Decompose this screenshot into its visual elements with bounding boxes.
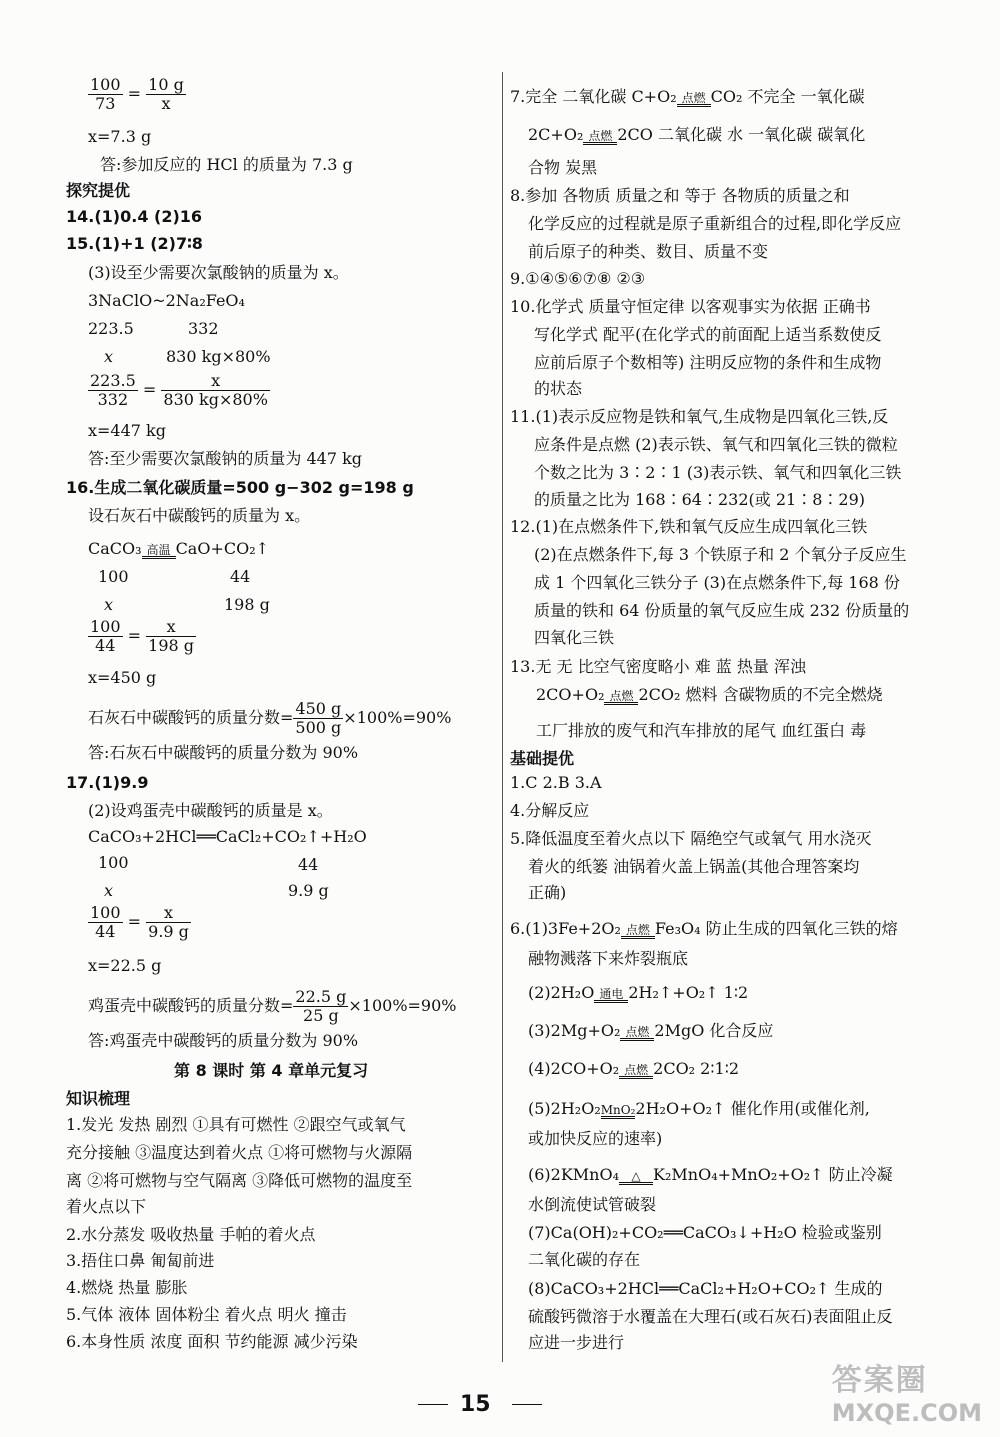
value-line: x bbox=[104, 595, 114, 614]
answer-11: 的质量之比为 168∶64∶232(或 21∶8∶29) bbox=[534, 490, 865, 509]
question-16: 16.生成二氧化碳质量=500 g−302 g=198 g bbox=[66, 478, 414, 497]
basic-1-3: 1.C 2.B 3.A bbox=[510, 773, 602, 792]
lesson-title: 第 8 课时 第 4 章单元复习 bbox=[174, 1061, 369, 1080]
basic-5: 着火的纸篓 油锅着火盖上锅盖(其他合理答案均 bbox=[528, 857, 860, 876]
formula-line: CaCO₃ 高温 CaO+CO₂↑ bbox=[88, 539, 270, 558]
knowledge-6: 6.本身性质 浓度 面积 节约能源 减少污染 bbox=[66, 1332, 358, 1351]
result-line: x=450 g bbox=[88, 668, 157, 687]
basic-6: 硫酸钙微溶于水覆盖在大理石(或石灰石)表面阻止反 bbox=[528, 1307, 893, 1326]
answer-12: 质量的铁和 64 份质量的氧气反应生成 232 份质量的 bbox=[534, 601, 910, 620]
fraction-equation: $\frac{100}{44}$ = $\frac{x}{198 g}$ bbox=[90, 617, 195, 655]
basic-5: 正确) bbox=[528, 883, 567, 902]
basic-4: 4.分解反应 bbox=[510, 801, 590, 820]
percentage-line: 石灰石中碳酸钙的质量分数= $\frac{450 g}{500 g}$ ×100%=90% bbox=[88, 699, 452, 737]
page-number-dash bbox=[418, 1404, 448, 1405]
basic-6: (2)2H₂O 通电 2H₂↑+O₂↑ 1∶2 bbox=[528, 983, 749, 1002]
section-heading: 知识梳理 bbox=[66, 1089, 131, 1108]
answer-line: 答:鸡蛋壳中碳酸钙的质量分数为 90% bbox=[88, 1031, 359, 1050]
answer-7: 合物 炭黑 bbox=[528, 158, 598, 177]
section-heading: 基础提优 bbox=[510, 749, 575, 768]
answer-9: 9.①④⑤⑥⑦⑧ ②③ bbox=[510, 269, 646, 288]
basic-6: (7)Ca(OH)₂+CO₂══CaCO₃↓+H₂O 检验或鉴别 bbox=[528, 1223, 882, 1242]
knowledge-5: 5.气体 液体 固体粉尘 着火点 明火 撞击 bbox=[66, 1305, 347, 1324]
answer-12: (2)在点燃条件下,每 3 个铁原子和 2 个氧分子反应生 bbox=[534, 545, 907, 564]
question-15: 15.(1)+1 (2)7∶8 bbox=[66, 234, 203, 253]
answer-10: 的状态 bbox=[534, 379, 583, 398]
knowledge-3: 3.捂住口鼻 匍匐前进 bbox=[66, 1251, 215, 1270]
text-line: (3)设至少需要次氯酸钠的质量为 x。 bbox=[88, 263, 349, 282]
value-line: 44 bbox=[230, 567, 251, 586]
value-line: 100 bbox=[98, 567, 129, 586]
value-line: x bbox=[104, 347, 114, 366]
percentage-line: 鸡蛋壳中碳酸钙的质量分数= $\frac{22.5 g}{25 g}$ ×100%=90% bbox=[88, 987, 457, 1025]
section-heading: 探究提优 bbox=[66, 181, 131, 200]
question-17: 17.(1)9.9 bbox=[66, 773, 149, 792]
knowledge-1: 1.发光 发热 剧烈 ①具有可燃性 ②跟空气或氧气 bbox=[66, 1115, 406, 1134]
value-line: 332 bbox=[188, 319, 219, 338]
page-number-dash bbox=[512, 1404, 542, 1405]
result-line: x=22.5 g bbox=[88, 956, 162, 975]
basic-6: 融物溅落下来炸裂瓶底 bbox=[528, 949, 689, 968]
knowledge-1: 着火点以下 bbox=[66, 1197, 147, 1216]
basic-6: 6.(1)3Fe+2O₂ 点燃 Fe₃O₄ 防止生成的四氧化三铁的熔 bbox=[510, 919, 898, 938]
answer-13: 13.无 无 比空气密度略小 难 蓝 热量 浑浊 bbox=[510, 657, 806, 676]
answer-line: 答:参加反应的 HCl 的质量为 7.3 g bbox=[100, 155, 353, 174]
answer-12: 四氧化三铁 bbox=[534, 628, 615, 647]
answer-11: 个数之比为 3∶2∶1 (3)表示铁、氧气和四氧化三铁 bbox=[534, 463, 902, 482]
answer-10: 10.化学式 质量守恒定律 以客观事实为依据 正确书 bbox=[510, 297, 871, 316]
text-line: 设石灰石中碳酸钙的质量为 x。 bbox=[88, 506, 311, 525]
basic-5: 5.降低温度至着火点以下 隔绝空气或氧气 用水浇灭 bbox=[510, 829, 872, 848]
page-number: 15 bbox=[460, 1392, 491, 1417]
column-divider bbox=[502, 72, 503, 1362]
value-line: 100 bbox=[98, 853, 129, 872]
value-line: 223.5 bbox=[88, 319, 134, 338]
basic-6: 水倒流使试管破裂 bbox=[528, 1195, 657, 1214]
value-line: x bbox=[104, 881, 114, 900]
answer-8: 前后原子的种类、数目、质量不变 bbox=[528, 242, 769, 261]
basic-6: (3)2Mg+O₂ 点燃 2MgO 化合反应 bbox=[528, 1021, 774, 1040]
knowledge-1: 离 ②将可燃物与空气隔离 ③降低可燃物的温度至 bbox=[66, 1171, 413, 1190]
answer-11: 应条件是点燃 (2)表示铁、氧气和四氧化三铁的微粒 bbox=[534, 435, 898, 454]
answer-8: 化学反应的过程就是原子重新组合的过程,即化学反应 bbox=[528, 214, 902, 233]
answer-13: 2CO+O₂ 点燃 2CO₂ 燃料 含碳物质的不完全燃烧 bbox=[536, 685, 883, 704]
answer-7: 7.完全 二氧化碳 C+O₂ 点燃 CO₂ 不完全 一氧化碳 bbox=[510, 87, 865, 106]
value-line: 830 kg×80% bbox=[166, 347, 271, 366]
answer-10: 写化学式 配平(在化学式的前面配上适当系数使反 bbox=[534, 325, 882, 344]
knowledge-2: 2.水分蒸发 吸收热量 手帕的着火点 bbox=[66, 1225, 316, 1244]
answer-line: 答:石灰石中碳酸钙的质量分数为 90% bbox=[88, 743, 359, 762]
knowledge-1: 充分接触 ③温度达到着火点 ①将可燃物与火源隔 bbox=[66, 1143, 413, 1162]
result-line: x=447 kg bbox=[88, 421, 166, 440]
answer-11: 11.(1)表示反应物是铁和氧气,生成物是四氧化三铁,反 bbox=[510, 407, 889, 426]
formula-line: CaCO₃+2HCl══CaCl₂+CO₂↑+H₂O bbox=[88, 827, 367, 846]
answer-12: 成 1 个四氧化三铁分子 (3)在点燃条件下,每 168 份 bbox=[534, 573, 900, 592]
answer-8: 8.参加 各物质 质量之和 等于 各物质的质量之和 bbox=[510, 186, 850, 205]
answer-7: 2C+O₂ 点燃 2CO 二氧化碳 水 一氧化碳 碳氧化 bbox=[528, 125, 866, 144]
basic-6: 应进一步进行 bbox=[528, 1333, 625, 1352]
fraction-equation: $\frac{100}{73}$ = $\frac{10 g}{x}$ bbox=[90, 75, 184, 113]
value-line: 198 g bbox=[224, 595, 270, 614]
fraction-equation: $\frac{100}{44}$ = $\frac{x}{9.9 g}$ bbox=[90, 903, 189, 941]
answer-13: 工厂排放的废气和汽车排放的尾气 血红蛋白 毒 bbox=[536, 721, 867, 740]
answer-12: 12.(1)在点燃条件下,铁和氧气反应生成四氧化三铁 bbox=[510, 517, 868, 536]
watermark: 答案圈 MXQE.COM bbox=[831, 1363, 982, 1427]
answer-line: 答:至少需要次氯酸钠的质量为 447 kg bbox=[88, 449, 363, 468]
question-14: 14.(1)0.4 (2)16 bbox=[66, 207, 203, 226]
basic-6: 或加快反应的速率) bbox=[528, 1129, 663, 1148]
basic-6: (4)2CO+O₂ 点燃 2CO₂ 2∶1∶2 bbox=[528, 1059, 740, 1078]
basic-6: (5)2H₂O₂ MnO₂ 2H₂O+O₂↑ 催化作用(或催化剂, bbox=[528, 1099, 870, 1118]
basic-6: (6)2KMnO₄ △ K₂MnO₄+MnO₂+O₂↑ 防止冷凝 bbox=[528, 1165, 893, 1184]
knowledge-4: 4.燃烧 热量 膨胀 bbox=[66, 1278, 188, 1297]
value-line: 9.9 g bbox=[288, 881, 329, 900]
basic-6: 二氧化碳的存在 bbox=[528, 1250, 641, 1269]
fraction-equation: $\frac{223.5}{332}$ = $\frac{x}{830 kg\times 80\%}$ bbox=[90, 371, 268, 409]
text-line: (2)设鸡蛋壳中碳酸钙的质量是 x。 bbox=[88, 801, 333, 820]
result-line: x=7.3 g bbox=[88, 127, 152, 146]
basic-6: (8)CaCO₃+2HCl══CaCl₂+H₂O+CO₂↑ 生成的 bbox=[528, 1279, 883, 1298]
formula-line: 3NaClO~2Na₂FeO₄ bbox=[88, 291, 245, 310]
answer-10: 应前后原子个数相等) 注明反应物的条件和生成物 bbox=[534, 353, 882, 372]
value-line: 44 bbox=[298, 855, 319, 874]
